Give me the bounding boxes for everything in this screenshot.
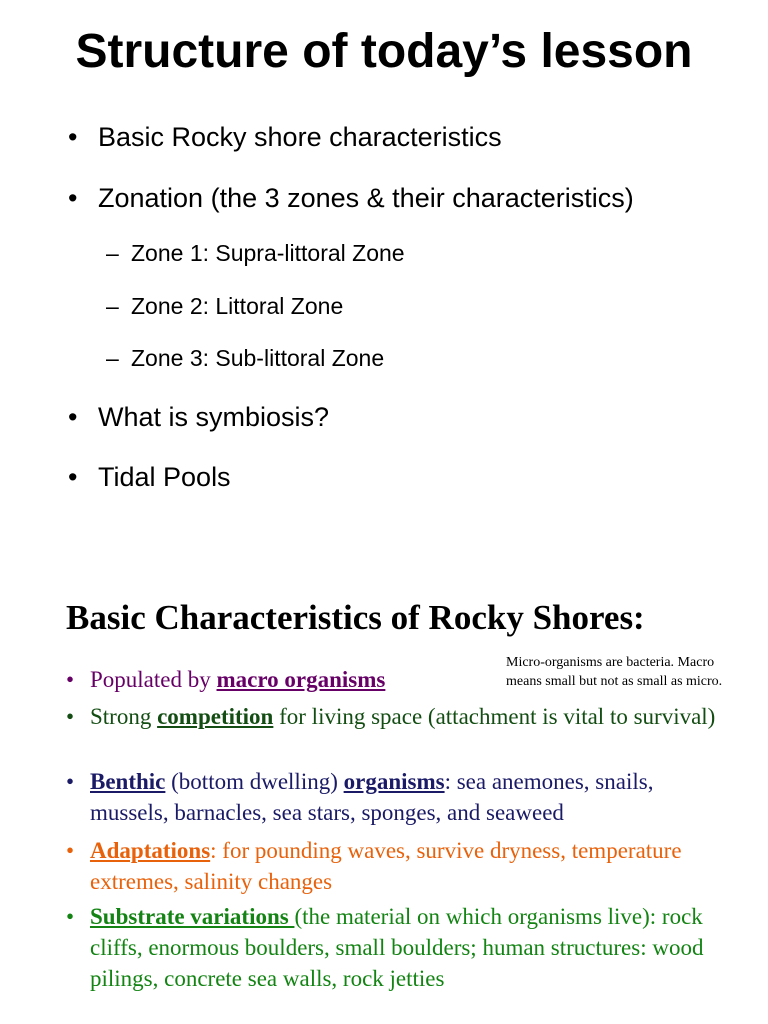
sub-bullet-item [106,344,384,372]
bullet-text: Tidal Pools [98,462,231,492]
bullet-dot-icon: • [68,122,78,152]
dash-icon: – [106,293,119,319]
text: for living space (attachment is vital to survival) [273,704,716,729]
slide2-title: Basic Characteristics of Rocky Shores: [66,598,645,637]
sub-bullet-text: Zone 3: Sub-littoral Zone [131,345,385,371]
text: (bottom dwelling) [165,769,344,794]
bullet-text: Basic Rocky shore characteristics [98,122,502,152]
text: Populated by [90,667,217,692]
bullet-dot-icon: • [66,904,75,929]
dash-icon: – [106,240,119,266]
bullet-dot-icon: • [66,704,75,729]
slide1-title: Structure of today’s lesson [75,25,693,78]
bullet-text: Zonation (the 3 zones & their characteristics) [98,183,634,213]
sub-bullet-text: Zone 2: Littoral Zone [131,293,344,319]
dash-icon: – [106,345,119,371]
sub-bullet-text: Zone 1: Supra-littoral Zone [131,240,405,266]
bullet-dot-icon: • [68,462,78,492]
bullet-dot-icon: • [68,402,78,432]
text: : for pounding waves, survive dryness, temperature extremes, salinity changes [90,838,682,894]
side-note: Micro-organisms are bacteria. Macro means small but not as small as micro. [506,655,723,689]
bullet-dot-icon: • [66,667,75,692]
keyword: competition [157,704,274,729]
bullet-dot-icon: • [66,769,75,794]
sub-bullet-item [106,292,343,320]
bullet-dot-icon: • [68,183,78,213]
keyword: Substrate variations [90,904,295,929]
keyword: Benthic [90,769,166,794]
sub-bullet-item [106,239,405,267]
text: (the material on which organisms live): rock cliffs, enormous boulders, small boulders; human structures: wood pilings, concrete sea walls, rock jetties [90,904,704,991]
bullet-text: What is symbiosis? [98,402,330,432]
text: Strong [90,704,158,729]
keyword: Adaptations [90,838,211,863]
bullet-dot-icon: • [66,838,75,863]
text: : sea anemones, snails, mussels, barnacles, sea stars, sponges, and seaweed [90,769,654,825]
keyword: macro organisms [216,667,386,692]
keyword: organisms [343,769,445,794]
